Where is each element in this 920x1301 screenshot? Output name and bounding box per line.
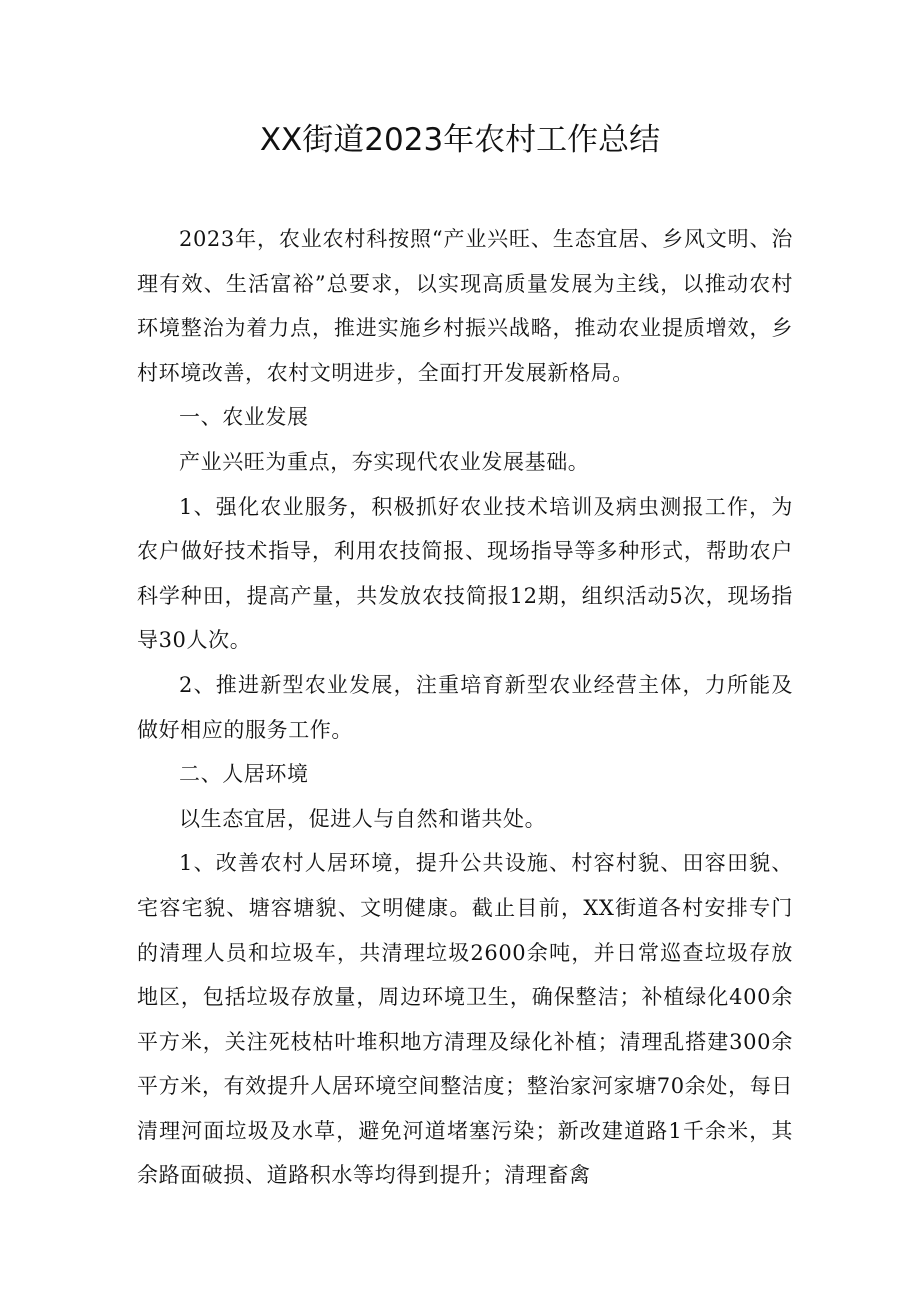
agriculture-item-2: 2、推进新型农业发展，注重培育新型农业经营主体，力所能及做好相应的服务工作。 [137,672,793,742]
section-heading-living-environment: 二、人居环境 [179,762,309,787]
section-lead-agriculture: 产业兴旺为重点，夯实现代农业发展基础。 [179,449,590,474]
section-heading-agriculture: 一、农业发展 [179,405,309,430]
living-environment-item-1: 1、改善农村人居环境，提升公共设施、村容村貌、田容田貌、宅容宅貌、塘容塘貌、文明健康。截止目前，XX街道各村安排专门的清理人员和垃圾车，共清理垃圾2600余吨，并日常巡查垃圾存放地区，包括垃圾存放量，周边环境卫生，确保整洁；补植绿化400余平方米，关注死枝枯叶堆积地方清理及绿化补植；清理乱搭建300余平方米，有效提升人居环境空间整洁度；整治家河家塘70余处，每日清理河面垃圾及水草，避免河道堵塞污染；新改建道路1千余米，其余路面破损、道路积水等均得到提升；清理畜禽 [137,851,793,1188]
agriculture-item-1: 1、强化农业服务，积极抓好农业技术培训及病虫测报工作，为农户做好技术指导，利用农技简报、现场指导等多种形式，帮助农户科学种田，提高产量，共发放农技简报12期，组织活动5次，现场指导30人次。 [137,494,793,653]
intro-paragraph: 2023年，农业农村科按照“产业兴旺、生态宜居、乡风文明、治理有效、生活富裕”总要求，以实现高质量发展为主线，以推动农村环境整治为着力点，推进实施乡村振兴战略，推动农业提质增效，乡村环境改善，农村文明进步，全面打开发展新格局。 [137,227,793,385]
document-body [137,217,793,1198]
section-lead-living-environment: 以生态宜居，促进人与自然和谐共处。 [179,806,547,831]
document-title: XX街道2023年农村工作总结 [259,122,661,158]
